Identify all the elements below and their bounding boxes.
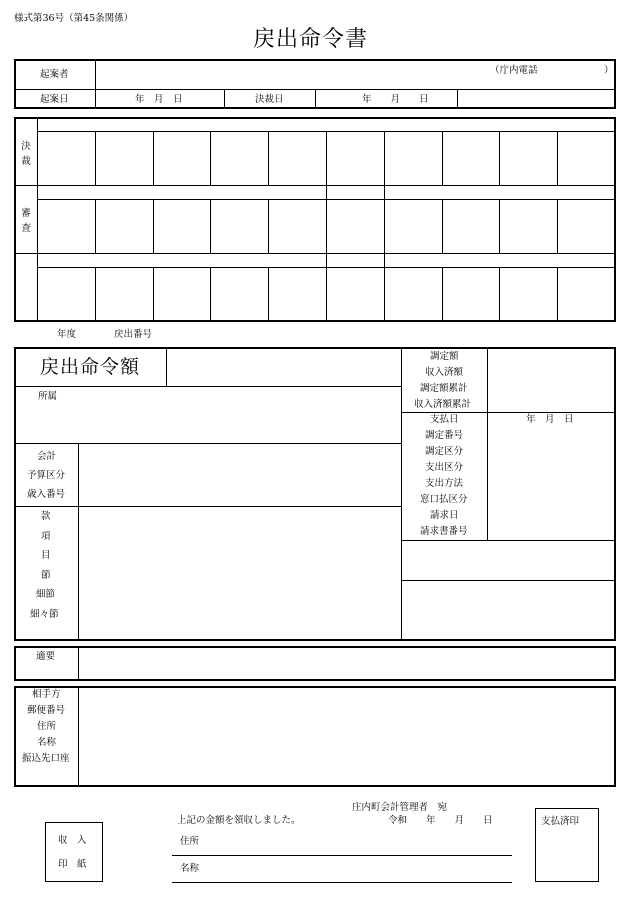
- received-amount-label: 収入済額: [425, 367, 464, 378]
- assessment-type-label: 調定区分: [425, 446, 464, 457]
- account-label: 会計: [37, 451, 57, 462]
- name-line: [172, 882, 512, 883]
- divider: [95, 60, 96, 108]
- invoice-date-label: 請求日: [430, 510, 459, 521]
- approval-grid: [14, 117, 616, 322]
- bank-account-label: 振込先口座: [22, 753, 70, 764]
- divider: [15, 443, 401, 444]
- revenue-stamp-line1: 収 入: [58, 835, 87, 846]
- payment-method-label: 支出方法: [425, 478, 464, 489]
- refund-number-label: 戻出番号: [114, 329, 153, 340]
- drafter-label: 起案者: [40, 69, 69, 80]
- received-text: 上記の金額を領収しました。: [177, 815, 301, 826]
- divider: [384, 185, 385, 199]
- amount-title: 戻出命令額: [40, 356, 141, 378]
- divider: [402, 540, 615, 541]
- name-label: 名称: [37, 737, 57, 748]
- divider: [487, 348, 488, 540]
- divider: [384, 253, 385, 267]
- receipt-name-label: 名称: [180, 863, 200, 874]
- decision-label: 決 裁: [21, 141, 31, 167]
- receipt-date: 令和 年 月 日: [388, 815, 493, 826]
- revenue-number-label: 歳入番号: [27, 489, 66, 500]
- divider: [78, 647, 79, 680]
- divider: [37, 118, 38, 321]
- expenditure-type-label: 支出区分: [425, 462, 464, 473]
- divider: [15, 185, 615, 186]
- counterparty-box: [14, 686, 616, 787]
- subsection-label: 目: [41, 550, 51, 561]
- summary-label: 適要: [36, 651, 56, 662]
- review-label: 審 査: [21, 208, 31, 234]
- order-block: [14, 347, 616, 641]
- counter-payment-label: 窓口払区分: [420, 494, 468, 505]
- decision-date-ymd: 年 月 日: [362, 94, 429, 105]
- revenue-stamp-box: [45, 822, 103, 882]
- divider: [15, 386, 401, 387]
- phone-label: （庁内電話 ）: [490, 65, 614, 76]
- divider: [402, 412, 615, 413]
- item-label: 款: [41, 511, 51, 522]
- payment-date-ymd: 年 月 日: [526, 414, 574, 425]
- decision-date-label: 決裁日: [255, 94, 284, 105]
- counterparty-label: 相手方: [32, 689, 61, 700]
- postal-code-label: 郵便番号: [27, 705, 66, 716]
- addressee: 庄内町会計管理者 宛: [352, 802, 448, 813]
- section-label: 項: [41, 531, 51, 542]
- assessed-cumulative-label: 調定額累計: [420, 383, 468, 394]
- divider: [326, 185, 327, 199]
- draft-date-label: 起案日: [40, 94, 69, 105]
- divider: [78, 687, 79, 786]
- received-cumulative-label: 収入済額累計: [414, 399, 472, 410]
- assessed-amount-label: 調定額: [430, 351, 459, 362]
- revenue-stamp-line2: 印 紙: [58, 859, 87, 870]
- fiscal-year-label: 年度: [57, 329, 77, 340]
- divider: [15, 506, 401, 507]
- budget-division-label: 予算区分: [27, 470, 66, 481]
- divider: [224, 90, 225, 108]
- draft-date-ymd: 年 月 日: [135, 94, 183, 105]
- divider: [15, 253, 615, 254]
- paid-stamp-label: 支払済印: [541, 816, 580, 827]
- clause-label: 節: [41, 570, 51, 581]
- sub-subclause-label: 細々節: [30, 609, 59, 620]
- address-line: [172, 855, 512, 856]
- form-number: 様式第36号（第45条関係）: [14, 13, 134, 24]
- divider: [315, 90, 316, 108]
- subclause-label: 細節: [36, 589, 56, 600]
- payment-date-label: 支払日: [430, 414, 459, 425]
- department-label: 所属: [38, 391, 58, 402]
- page-title: 戻出命令書: [253, 27, 369, 52]
- divider: [326, 253, 327, 267]
- divider: [78, 444, 79, 640]
- invoice-number-label: 請求書番号: [420, 526, 468, 537]
- summary-box: [14, 646, 616, 681]
- divider: [401, 348, 402, 640]
- divider: [402, 580, 615, 581]
- address-label: 住所: [37, 721, 57, 732]
- receipt-address-label: 住所: [180, 836, 200, 847]
- divider: [166, 348, 167, 386]
- divider: [457, 90, 458, 108]
- assessment-number-label: 調定番号: [425, 430, 464, 441]
